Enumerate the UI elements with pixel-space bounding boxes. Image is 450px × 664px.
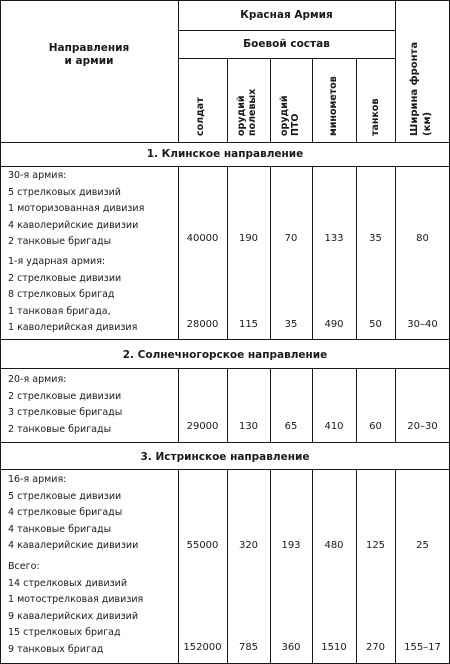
col-header-front-width: Ширина фронта (км) — [409, 41, 433, 136]
value-soldiers: 40000 — [186, 233, 219, 244]
list-item: 16-я армия: — [8, 474, 67, 485]
header-directions-line-1: Направления — [48, 42, 130, 54]
list-item: 9 танковых бригад — [8, 643, 104, 655]
list-item: 20-я армия: — [8, 374, 67, 385]
list-item: 1 мотострелковая дивизия — [8, 594, 144, 605]
army-group-text — [8, 254, 137, 337]
col-header-at-guns: орудий ПТО — [279, 95, 301, 136]
value-front-width: 30–40 — [407, 319, 438, 330]
army-group-text — [8, 372, 122, 438]
list-item: 1 моторизованная дивизия — [8, 203, 145, 214]
value-at-guns: 193 — [281, 540, 301, 551]
value-front-width: 20–30 — [407, 421, 438, 432]
value-soldiers: 28000 — [186, 319, 219, 330]
list-item: 9 кавалерийских дивизий — [8, 610, 139, 622]
section-title: 2. Солнечногорское направление — [122, 349, 328, 361]
list-item: 2 танковые бригады — [8, 423, 112, 435]
list-item: 14 стрелковых дивизий — [8, 577, 128, 589]
list-item: 4 кавалерийские дивизии — [8, 540, 139, 551]
value-field-guns: 115 — [238, 319, 259, 330]
list-item: 4 стрелковые бригады — [8, 507, 123, 518]
value-tanks: 35 — [369, 233, 382, 244]
col-header-tanks: танков — [370, 98, 381, 136]
value-field-guns: 320 — [238, 540, 259, 551]
list-item: Всего: — [8, 561, 40, 572]
list-item: 3 стрелковые бригады — [8, 407, 123, 418]
list-item: 2 стрелковые дивизии — [8, 272, 122, 284]
value-front-width: 155–17 — [404, 642, 441, 653]
col-header-field-guns: орудий полевых — [236, 88, 258, 136]
value-mortars: 133 — [324, 233, 344, 244]
value-front-width: 25 — [416, 540, 429, 551]
list-item: 4 танковые бригады — [8, 523, 112, 535]
col-header-soldiers: солдат — [195, 97, 206, 136]
value-tanks: 50 — [369, 319, 382, 330]
header-directions-line-2: и армии — [64, 55, 114, 67]
value-at-guns: 70 — [284, 233, 298, 244]
list-item: 2 танковые бригады — [8, 236, 112, 247]
value-front-width: 80 — [416, 233, 429, 244]
list-item: 30-я армия: — [8, 170, 67, 181]
value-tanks: 125 — [365, 540, 386, 551]
value-field-guns: 130 — [238, 421, 259, 432]
header-directions — [0, 42, 178, 68]
header-army: Красная Армия — [240, 9, 333, 21]
army-group-text — [8, 559, 143, 658]
value-tanks: 270 — [365, 642, 386, 653]
army-group-text — [8, 168, 144, 251]
list-item: 5 стрелковых дивизий — [8, 186, 121, 198]
list-item: 1 каволерийская дивизия — [8, 322, 138, 333]
value-soldiers: 55000 — [186, 540, 219, 551]
value-field-guns: 785 — [238, 642, 259, 653]
list-item: 15 стрелковых бригад — [8, 627, 121, 638]
list-item: 1-я ударная армия: — [8, 256, 106, 267]
col-header-mortars: минометов — [328, 76, 339, 136]
list-item: 8 стрелковых бригад — [8, 289, 115, 300]
section-title: 3. Истринское направление — [140, 451, 310, 463]
value-mortars: 480 — [324, 540, 344, 551]
header-composition: Боевой состав — [243, 38, 330, 50]
list-item: 5 стрелковые дивизии — [8, 490, 122, 502]
value-mortars: 1510 — [321, 642, 347, 653]
value-soldiers: 152000 — [183, 642, 222, 653]
value-field-guns: 190 — [238, 233, 259, 244]
value-at-guns: 65 — [284, 421, 298, 432]
value-at-guns: 360 — [281, 642, 301, 653]
value-at-guns: 35 — [284, 319, 298, 330]
value-tanks: 60 — [369, 421, 382, 432]
army-group-text — [8, 472, 138, 555]
list-item: 4 каволерийские дивизии — [8, 219, 139, 231]
list-item: 1 танковая бригада, — [8, 305, 111, 317]
list-item: 2 стрелковые дивизии — [8, 390, 122, 402]
value-soldiers: 29000 — [186, 421, 219, 432]
section-title: 1. Клинское направление — [146, 148, 304, 160]
value-mortars: 490 — [324, 319, 344, 330]
value-mortars: 410 — [324, 421, 344, 432]
